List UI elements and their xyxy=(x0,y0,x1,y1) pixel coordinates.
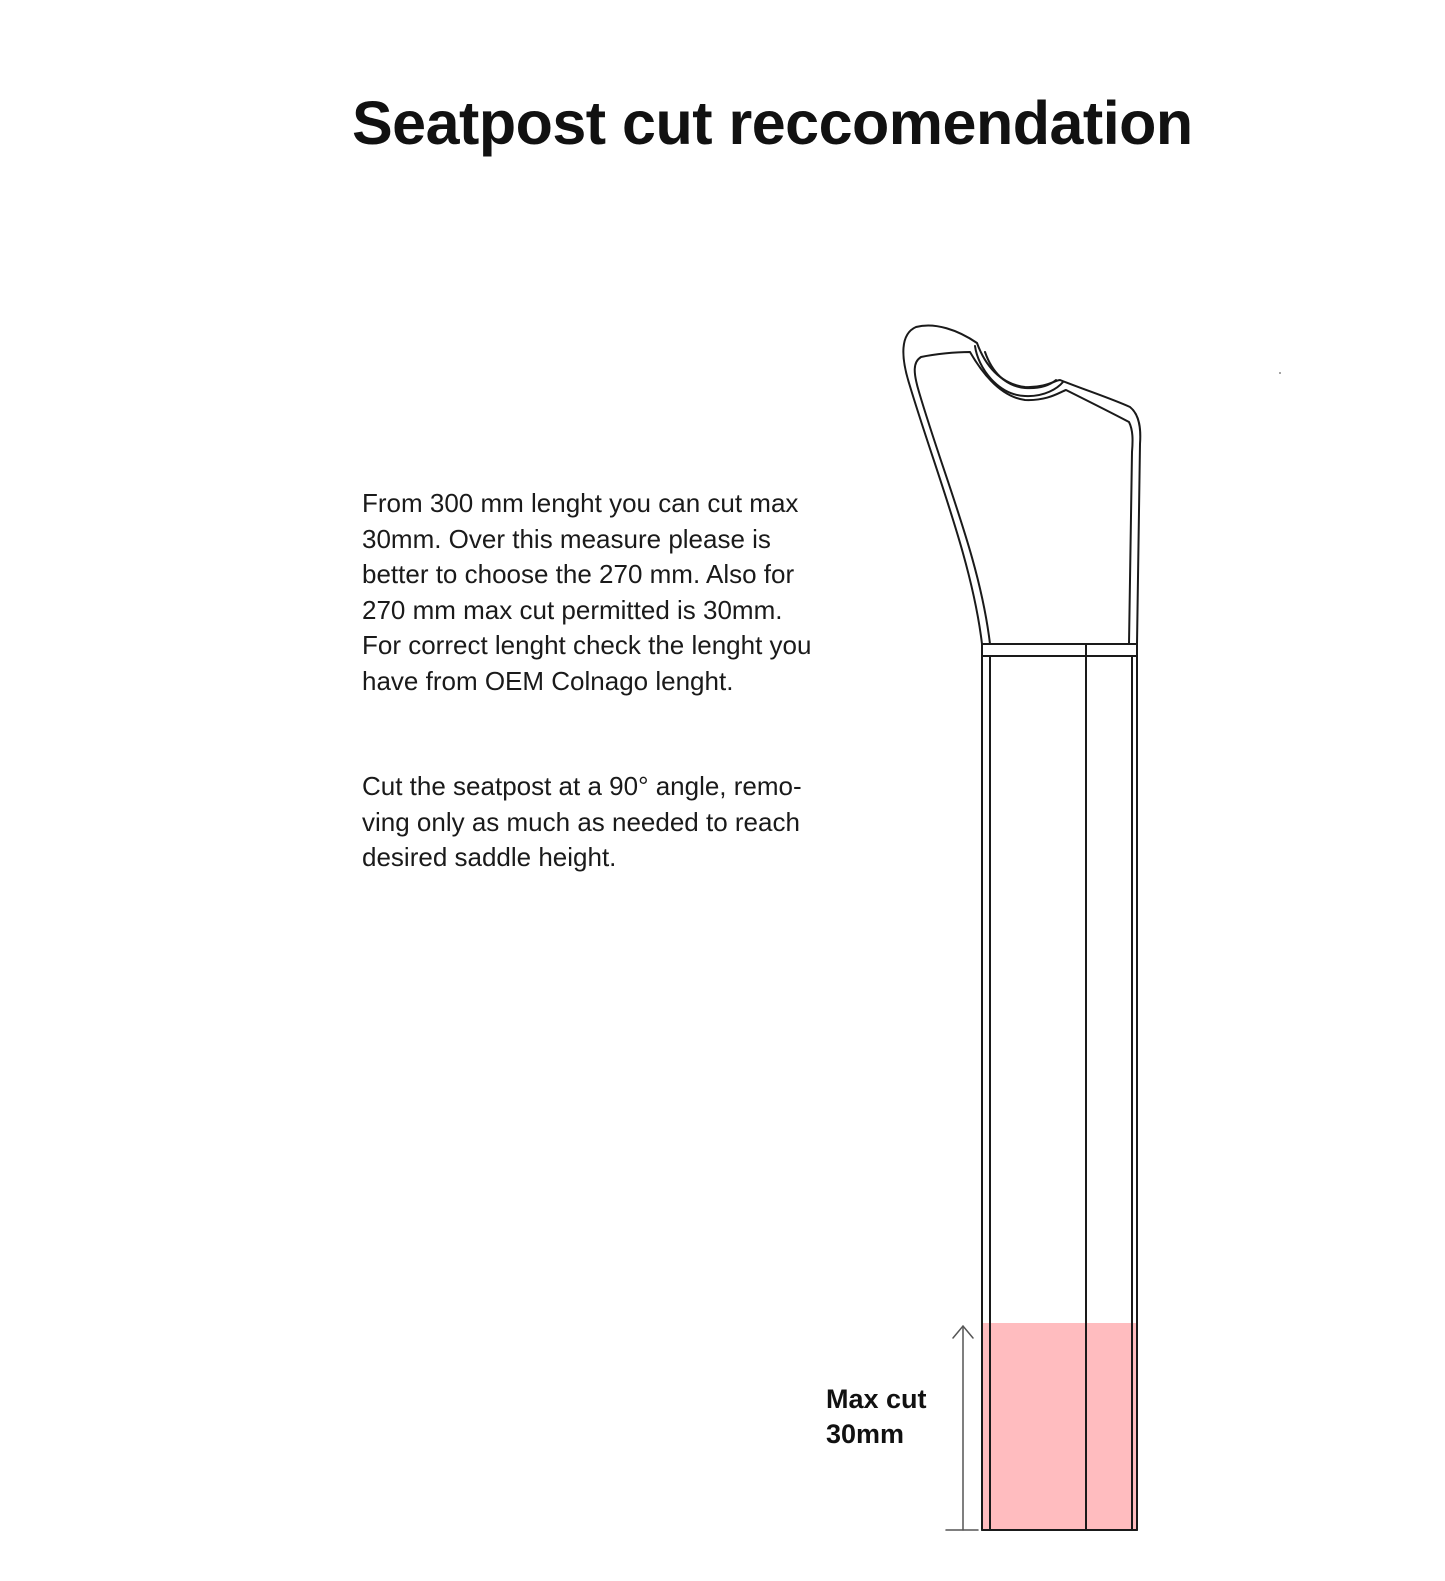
max-cut-label-line1: Max cut xyxy=(826,1384,927,1414)
max-cut-label xyxy=(826,1382,927,1452)
max-cut-label-line2: 30mm xyxy=(826,1419,905,1449)
saddle-clamp-cradle xyxy=(975,346,1063,396)
max-cut-dimension-arrow xyxy=(946,1326,978,1530)
stray-mark xyxy=(1279,372,1281,374)
cut-angle-instructions: Cut the seatpost at a 90° angle, remo- ving only as much as needed to reach desired saddle height. xyxy=(362,771,802,872)
seatpost-head-outline xyxy=(903,325,1140,644)
max-cut-zone xyxy=(983,1323,1137,1530)
cut-length-instructions: From 300 mm lenght you can cut max 30mm. Over this measure please is better to choose the 270 mm. Also for 270 mm max cut permitted is 30mm. For correct lenght check the lenght you have from OEM Colnago lenght. xyxy=(362,488,812,696)
page-title: Seatpost cut reccomendation xyxy=(352,89,1193,157)
